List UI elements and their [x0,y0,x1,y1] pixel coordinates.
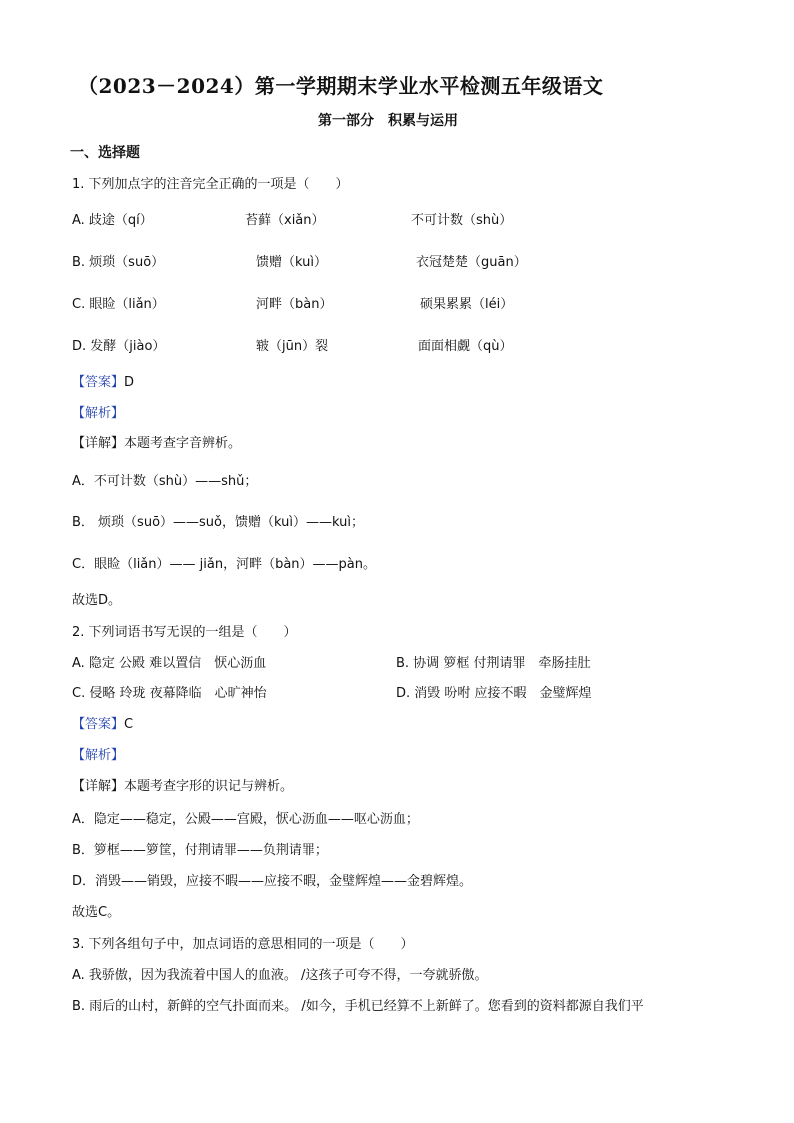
q1-analysis-tag: 【解析】 [72,406,125,421]
q1-option-c-1: C. 眼睑（liǎn） [72,297,165,312]
q1-option-c-2: 河畔（bàn） [256,297,333,312]
part-heading: 第一部分 积累与运用 [318,113,458,129]
section-heading: 一、选择题 [70,145,140,161]
q1-option-b-1: B. 烦琐（suō） [72,255,165,270]
q2-option-c: C. 侵略 玲珑 夜幕降临 心旷神怡 [72,686,267,701]
q1-option-d-3: 面面相觑（qù） [418,339,513,354]
q2-analysis-line-d: D．消毁——销毁，应接不暇——应接不暇，金璧辉煌——金碧辉煌。 [72,874,473,889]
q1-option-a-1: A. 歧途（qí） [72,213,153,228]
detail-tag: 【详解】 [72,779,125,794]
q1-option-c-3: 硕果累累（léi） [420,297,514,312]
q2-detail [72,775,293,794]
q1-option-a-3: 不可计数（shù） [411,213,513,228]
q2-analysis-line-b: B．箩框——箩筐，付荆请罪——负荆请罪； [72,843,328,858]
q2-conclusion: 故选C。 [72,905,121,920]
detail-text: 本题考查字形的识记与辨析。 [124,779,294,794]
q2-option-d: D. 消毁 吩咐 应接不暇 金璧辉煌 [396,686,592,701]
q1-analysis-line-b: B． 烦琐（suō）——suǒ，馈赠（kuì）——kuì； [72,515,364,530]
detail-text: 本题考查字音辨析。 [124,436,242,451]
q2-answer [72,713,133,732]
q3-stem: 3. 下列各组句子中，加点词语的意思相同的一项是（ ） [72,937,414,952]
detail-tag: 【详解】 [72,436,125,451]
q1-analysis-line-c: C．眼睑（liǎn）—— jiǎn，河畔（bàn）——pàn。 [72,557,376,572]
q2-option-b: B. 协调 箩框 付荆请罪 牵肠挂肚 [396,656,591,671]
q2-option-a: A. 隐定 公殿 难以置信 恹心沥血 [72,656,267,671]
q1-option-b-3: 衣冠楚楚（guān） [416,255,527,270]
q1-option-a-2: 苔藓（xiǎn） [245,213,325,228]
q1-detail [72,432,241,451]
q1-answer [72,371,134,390]
q2-analysis-tag: 【解析】 [72,748,125,763]
q2-stem: 2. 下列词语书写无误的一组是（ ） [72,625,297,640]
q3-option-b: B. 雨后的山村，新鲜的空气扑面而来。 /如今，手机已经算不上新鲜了。您看到的资料都源自我们平 [72,999,644,1014]
q1-stem: 1. 下列加点字的注音完全正确的一项是（ ） [72,177,349,192]
q1-analysis-line-a: A．不可计数（shù）——shǔ； [72,474,258,489]
q1-option-b-2: 馈赠（kuì） [256,255,327,270]
q1-option-d-1: D. 发酵（jiào） [72,339,166,354]
answer-value: C [124,717,134,732]
q1-option-d-2: 皲（jūn）裂 [256,339,329,354]
q1-conclusion: 故选D。 [72,593,122,608]
answer-tag: 【答案】 [72,375,125,390]
q3-option-a: A. 我骄傲，因为我流着中国人的血液。 /这孩子可夸不得，一夸就骄傲。 [72,968,488,983]
answer-tag: 【答案】 [72,717,125,732]
page-title: （2023－2024）第一学期期末学业水平检测五年级语文 [78,74,604,98]
q2-analysis-line-a: A．隐定——稳定，公殿——宫殿，恹心沥血——呕心沥血； [72,812,419,827]
answer-value: D [124,375,135,390]
